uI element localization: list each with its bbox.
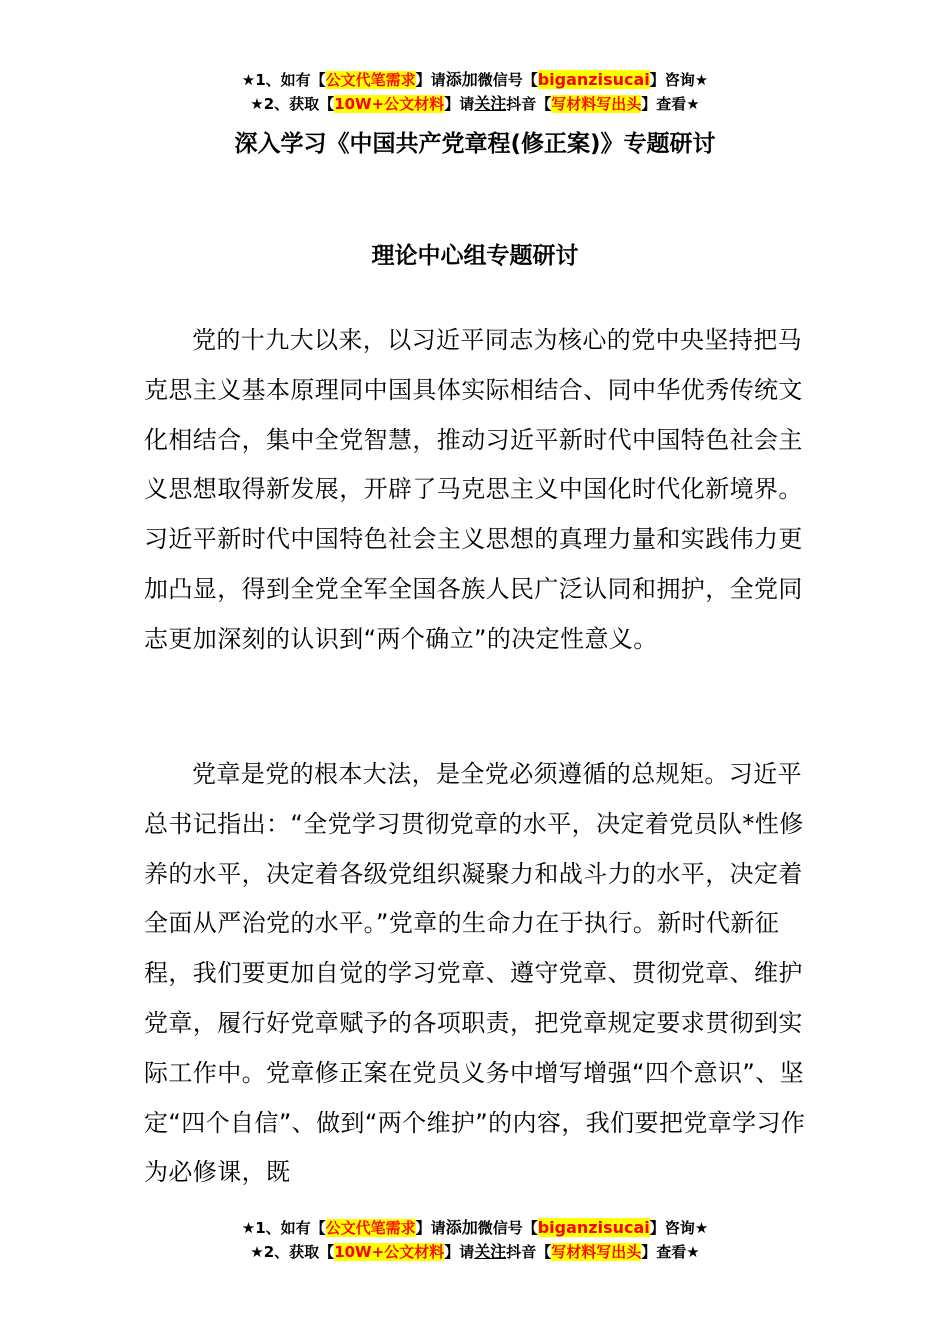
banner-emphasis: 添加	[445, 70, 478, 89]
highlight-wechat-id: biganzisucai	[537, 70, 650, 89]
banner-text: ★2、获取【	[250, 95, 335, 113]
banner-text: 抖音【	[506, 1243, 552, 1261]
banner-line-1	[0, 1216, 950, 1240]
banner-text: 】咨询★	[649, 1219, 709, 1237]
banner-text: ★1、如有【	[241, 71, 326, 89]
document-title: 深入学习《中国共产党章程(修正案)》专题研讨	[234, 131, 716, 157]
banner-text: 】查看★	[641, 95, 700, 113]
banner-text: 】请	[415, 1219, 446, 1237]
banner-emphasis: 添加	[445, 1218, 478, 1237]
banner-text: ★2、获取【	[250, 1243, 335, 1261]
banner-text: 】请	[444, 1243, 475, 1261]
highlight-wechat-id: biganzisucai	[537, 1218, 650, 1237]
highlight-douyin: 写材料写出头	[551, 1243, 642, 1261]
banner-text: 】咨询★	[649, 71, 709, 89]
body-paragraph: 党的十九大以来，以习近平同志为核心的党中央坚持把马克思主义基本原理同中国具体实际相结合、同中华优秀传统文化相结合，集中全党智慧，推动习近平新时代中国特色社会主义思想取得新发展，开辟了马克思主义中国化时代化新境界。习近平新时代中国特色社会主义思想的真理力量和实践伟力更加凸显，得到全党全军全国各族人民广泛认同和拥护，全党同志更加深刻的认识到“两个确立”的决定性意义。	[144, 326, 803, 653]
banner-emphasis: 关注	[474, 1242, 507, 1261]
header-banner	[0, 68, 950, 116]
highlight-service: 公文代笔需求	[325, 71, 416, 89]
highlight-materials: 10W+公文材料	[334, 1243, 445, 1261]
highlight-materials: 10W+公文材料	[334, 95, 445, 113]
banner-line-1	[0, 68, 950, 92]
banner-text: 微信号【	[477, 71, 538, 89]
banner-emphasis: 关注	[474, 94, 507, 113]
banner-text: ★1、如有【	[241, 1219, 326, 1237]
banner-text: 】请	[444, 95, 475, 113]
highlight-service: 公文代笔需求	[325, 1219, 416, 1237]
document-subtitle: 理论中心组专题研讨	[371, 243, 579, 269]
banner-text: 微信号【	[477, 1219, 538, 1237]
footer-banner	[0, 1216, 950, 1264]
banner-text: 】查看★	[641, 1243, 700, 1261]
banner-text: 】请	[415, 71, 446, 89]
banner-line-2	[0, 1240, 950, 1264]
banner-line-2	[0, 92, 950, 116]
highlight-douyin: 写材料写出头	[551, 95, 642, 113]
banner-text: 抖音【	[506, 95, 552, 113]
body-paragraph: 党章是党的根本大法，是全党必须遵循的总规矩。习近平总书记指出：“全党学习贯彻党章的水平，决定着党员队*性修养的水平，决定着各级党组织凝聚力和战斗力的水平，决定着全面从严治党的水平。”党章的生命力在于执行。新时代新征程，我们要更加自觉的学习党章、遵守党章、贯彻党章、维护党章，履行好党章赋予的各项职责，把党章规定要求贯彻到实际工作中。党章修正案在党员义务中增写增强“四个意识”、坚定“四个自信”、做到“两个维护”的内容，我们要把党章学习作为必修课，既	[144, 760, 806, 1187]
